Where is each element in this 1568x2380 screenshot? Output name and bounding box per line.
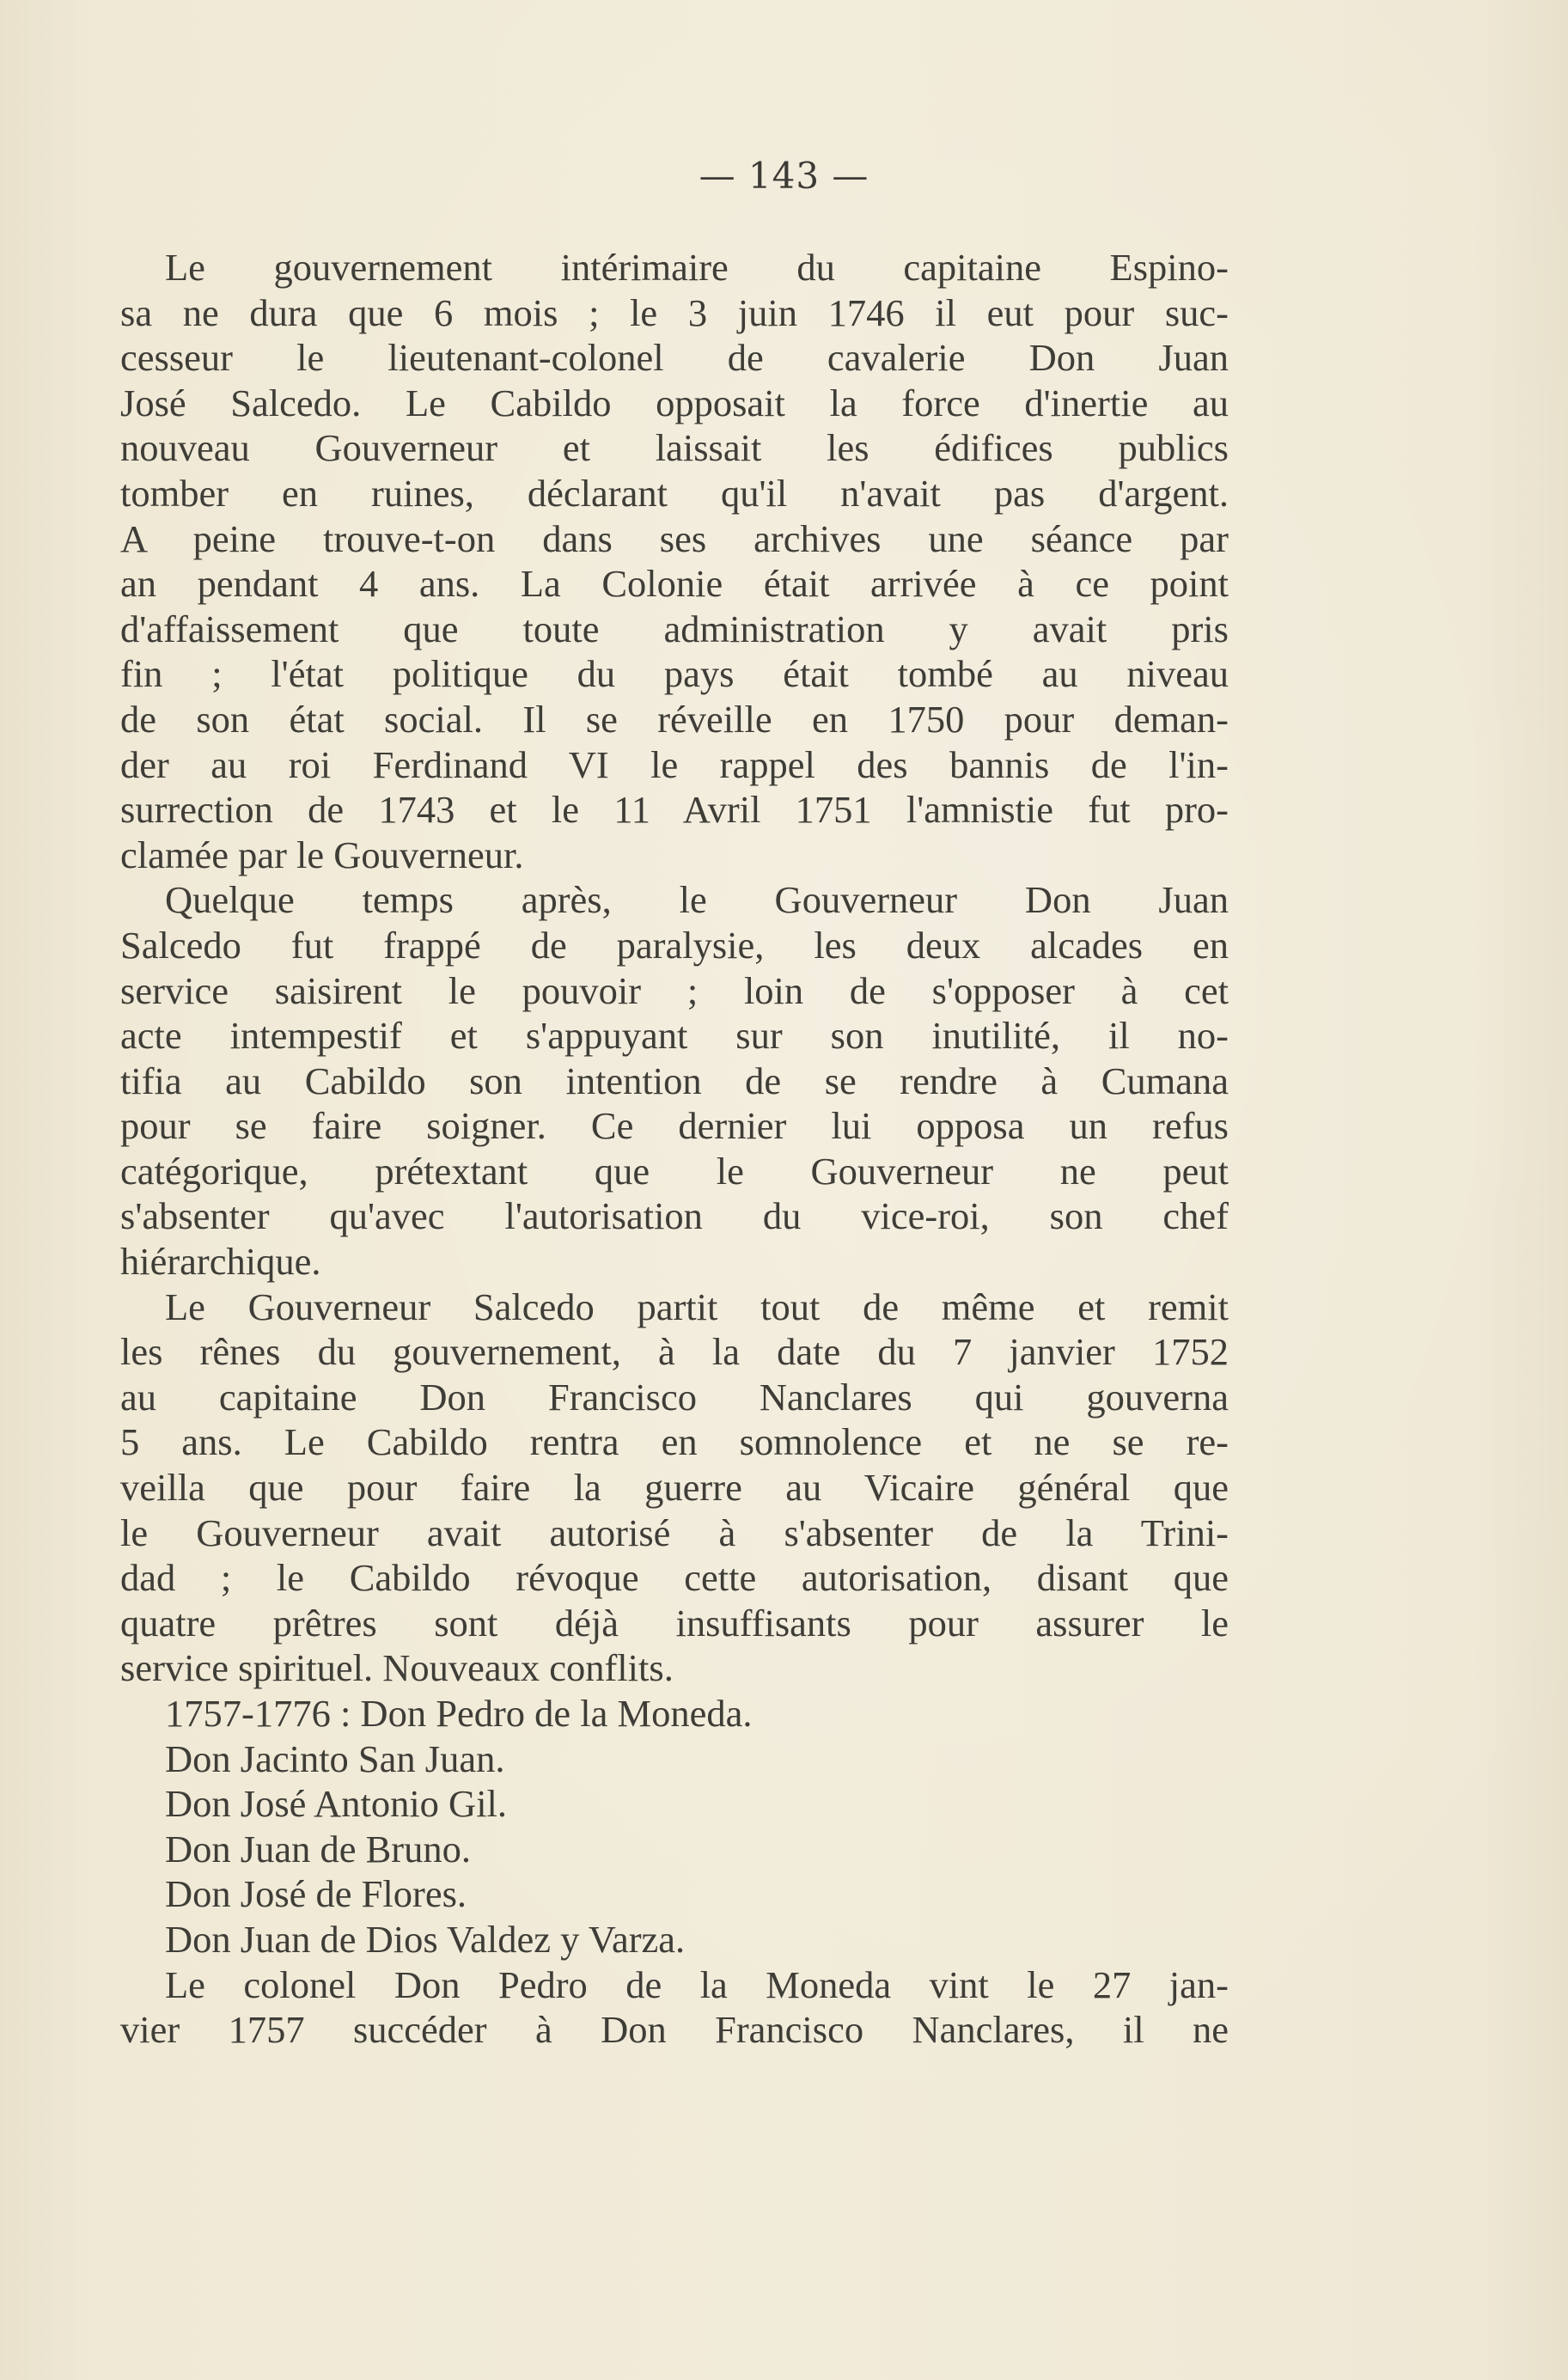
text-line: A peine trouve-t-on dans ses archives une séance par	[120, 516, 1229, 560]
text-line: Le Gouverneur Salcedo partit tout de même et remit	[165, 1285, 1229, 1328]
text-line: le Gouverneur avait autorisé à s'absenter de la Trini-	[120, 1510, 1229, 1554]
text-line: José Salcedo. Le Cabildo opposait la force d'inertie au	[120, 381, 1229, 424]
text-line: catégorique, prétextant que le Gouverneur ne peut	[120, 1149, 1229, 1193]
text-line: fin ; l'état politique du pays était tombé au niveau	[120, 652, 1229, 696]
text-line: Quelque temps après, le Gouverneur Don Juan	[165, 878, 1229, 922]
body-text	[120, 245, 1229, 2053]
text-line: der au roi Ferdinand VI le rappel des bannis de l'in-	[120, 742, 1229, 786]
text-line: 1757-1776 : Don Pedro de la Moneda.	[165, 1692, 753, 1735]
text-line: Don Juan de Bruno.	[165, 1827, 471, 1870]
text-line: pour se faire soigner. Ce dernier lui opposa un refus	[120, 1104, 1229, 1148]
text-line: an pendant 4 ans. La Colonie était arrivée à ce point	[120, 562, 1229, 606]
text-line: Le colonel Don Pedro de la Moneda vint le 27 jan-	[165, 1962, 1229, 2006]
text-line: de son état social. Il se réveille en 1750 pour deman-	[120, 697, 1229, 741]
text-line: nouveau Gouverneur et laissait les édifices publics	[120, 426, 1229, 470]
text-line: tomber en ruines, déclarant qu'il n'avait pas d'argent.	[120, 471, 1229, 515]
text-line: tifia au Cabildo son intention de se rendre à Cumana	[120, 1059, 1229, 1102]
text-line: dad ; le Cabildo révoque cette autorisation, disant que	[120, 1556, 1229, 1600]
text-line: service saisirent le pouvoir ; loin de s'opposer à cet	[120, 968, 1229, 1012]
text-line: d'affaissement que toute administration y avait pris	[120, 607, 1229, 650]
page-number: — 143 —	[699, 155, 869, 197]
text-line: Don José de Flores.	[165, 1872, 467, 1916]
text-line: cesseur le lieutenant-colonel de cavalerie Don Juan	[120, 336, 1229, 380]
text-line: s'absenter qu'avec l'autorisation du vice-roi, son chef	[120, 1194, 1229, 1238]
text-line: hiérarchique.	[120, 1240, 321, 1284]
text-line: surrection de 1743 et le 11 Avril 1751 l'amnistie fut pro-	[120, 788, 1229, 832]
text-line: quatre prêtres sont déjà insuffisants pour assurer le	[120, 1601, 1229, 1645]
text-line: sa ne dura que 6 mois ; le 3 juin 1746 il eut pour suc-	[120, 290, 1229, 334]
text-line: au capitaine Don Francisco Nanclares qui gouverna	[120, 1375, 1229, 1419]
text-line: veilla que pour faire la guerre au Vicaire général que	[120, 1466, 1229, 1510]
text-line: Don José Antonio Gil.	[165, 1782, 508, 1826]
text-line: Don Juan de Dios Valdez y Varza.	[165, 1917, 686, 1961]
text-line: Le gouvernement intérimaire du capitaine Espino-	[165, 246, 1229, 289]
text-line: Salcedo fut frappé de paralysie, les deux alcades en	[120, 923, 1229, 967]
text-line: clamée par le Gouverneur.	[120, 833, 524, 876]
text-line: vier 1757 succéder à Don Francisco Nanclares, il ne	[120, 2008, 1229, 2052]
text-line: les rênes du gouvernement, à la date du 7 janvier 1752	[120, 1330, 1229, 1374]
text-line: acte intempestif et s'appuyant sur son inutilité, il no-	[120, 1014, 1229, 1058]
text-line: Don Jacinto San Juan.	[165, 1736, 505, 1780]
text-line: service spirituel. Nouveaux conflits.	[120, 1646, 674, 1690]
text-line: 5 ans. Le Cabildo rentra en somnolence et ne se re-	[120, 1420, 1229, 1464]
